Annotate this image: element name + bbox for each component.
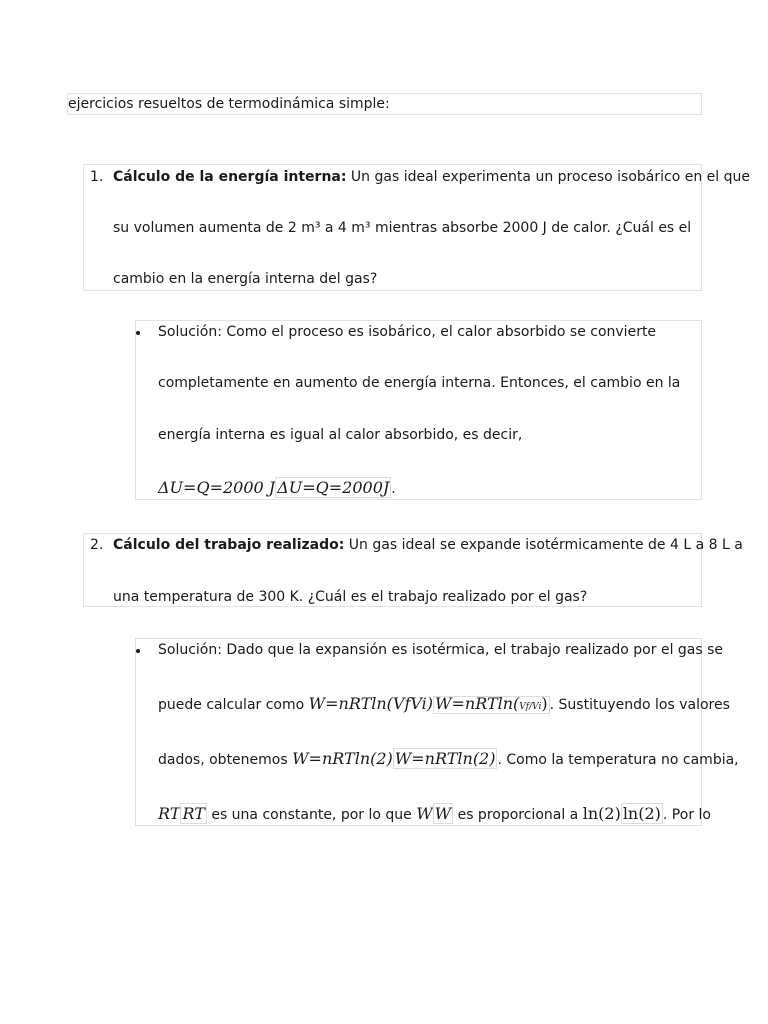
solution-2-text-4a: es una constante, por lo que (206, 807, 417, 823)
item-2-line-1 (113, 535, 743, 555)
solution-2-formula-ln2: W=nRTln(2) (292, 749, 393, 768)
solution-2-text-3a: dados, obtenemos (158, 752, 293, 768)
solution-2-formula-w-dup: W (434, 804, 452, 823)
item-1-title: Cálculo de la energía interna: (113, 169, 347, 185)
solution-1-box (135, 320, 702, 500)
solution-2-text-2b: . Sustituyendo los valores (549, 697, 730, 713)
solution-1-line-2: completamente en aumento de energía interna. Entonces, el cambio en la (158, 375, 681, 391)
item-2-number: 2. (90, 537, 104, 553)
item-1-number: 1. (90, 169, 104, 185)
solution-1-bullet (136, 331, 140, 335)
item-2-title: Cálculo del trabajo realizado: (113, 537, 345, 553)
solution-2-line-3 (158, 749, 739, 770)
intro-text: ejercicios resueltos de termodinámica simple: (68, 96, 390, 112)
solution-2-text-4c: . Por lo (662, 807, 711, 823)
solution-2-text-3b: . Como la temperatura no cambia, (497, 752, 739, 768)
item-1-line-3: cambio en la energía interna del gas? (113, 271, 378, 287)
solution-2-box (135, 638, 702, 826)
item-2-text-1: Un gas ideal se expande isotérmicamente de 4 L a 8 L a (344, 537, 743, 553)
solution-1-line-3: energía interna es igual al calor absorbido, es decir, (158, 427, 523, 443)
solution-2-formula-ln-dup: ln(2) (622, 804, 661, 823)
solution-2-formula-work: W=nRTln(VfVi) (308, 694, 434, 713)
solution-1-end: . (391, 481, 396, 497)
solution-2-formula-work-dup: W=nRTln( (435, 694, 520, 713)
item-1-line-1 (113, 167, 750, 187)
item-1-text-1: Un gas ideal experimenta un proceso isobárico en el que (346, 169, 751, 185)
solution-2-formula-rt: RT (158, 804, 181, 823)
solution-1-formula-dup: ΔU=Q=2000J (277, 478, 390, 497)
solution-2-formula-w: W (416, 804, 433, 823)
solution-1-line-1: Solución: Como el proceso es isobárico, el calor absorbido se convierte (158, 324, 657, 340)
solution-1-formula: ΔU=Q=2000 J (158, 478, 276, 497)
solution-2-formula-ln2-dup: W=nRTln(2) (394, 749, 496, 768)
solution-2-text-4b: es proporcional a (453, 807, 583, 823)
solution-2-formula-work-close: ) (541, 694, 548, 713)
item-1-line-2: su volumen aumenta de 2 m³ a 4 m³ mientras absorbe 2000 J de calor. ¿Cuál es el (113, 220, 692, 236)
solution-2-formula-work-ratio: Vf/Vi (519, 702, 542, 712)
solution-2-bullet (136, 649, 140, 653)
solution-2-line-2 (158, 694, 730, 717)
solution-2-line-1: Solución: Dado que la expansión es isotérmica, el trabajo realizado por el gas se (158, 642, 724, 658)
solution-2-line-4 (158, 804, 711, 825)
solution-1-formula-line (158, 478, 396, 499)
solution-2-formula-rt-dup: RT (182, 804, 205, 823)
solution-2-text-2a: puede calcular como (158, 697, 309, 713)
solution-2-formula-ln: ln(2) (582, 804, 621, 823)
item-2-line-2: una temperatura de 300 K. ¿Cuál es el trabajo realizado por el gas? (113, 589, 588, 605)
